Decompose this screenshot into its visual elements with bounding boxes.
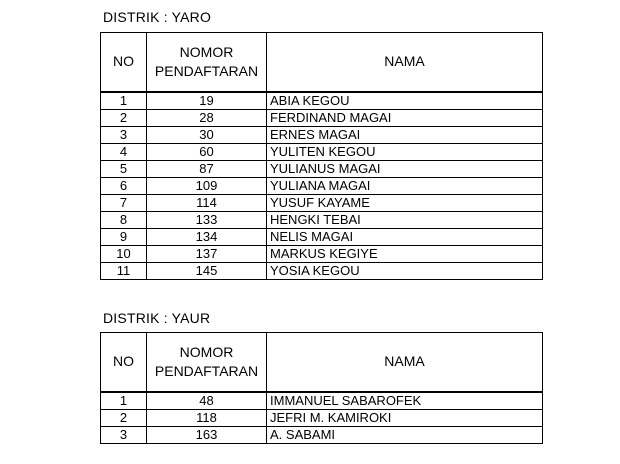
table-row: [101, 409, 543, 426]
name-cell: YUSUF KAYAME: [267, 194, 543, 211]
column-header-nama: NAMA: [267, 33, 543, 92]
section-title-yaro: DISTRIK : YARO: [103, 9, 212, 25]
row-number-cell: 3: [101, 126, 147, 143]
registration-number-cell: 60: [147, 143, 267, 160]
row-number-cell: 2: [101, 409, 147, 426]
name-cell: ERNES MAGAI: [267, 126, 543, 143]
registration-table-yaro: [100, 32, 543, 280]
table-row: [101, 126, 543, 143]
registration-number-cell: 145: [147, 262, 267, 279]
registration-number-cell: 28: [147, 109, 267, 126]
table-row: [101, 109, 543, 126]
registration-number-cell: 137: [147, 245, 267, 262]
registration-number-cell: 109: [147, 177, 267, 194]
row-number-cell: 8: [101, 211, 147, 228]
table-header-row: [101, 333, 543, 392]
table-row: [101, 177, 543, 194]
name-cell: YULIANUS MAGAI: [267, 160, 543, 177]
column-header-no: NO: [101, 33, 147, 92]
column-header-nomor-line1: NOMOR: [179, 43, 234, 60]
registration-number-cell: 87: [147, 160, 267, 177]
table-row: [101, 245, 543, 262]
registration-number-cell: 19: [147, 92, 267, 110]
registration-number-cell: 48: [147, 392, 267, 410]
row-number-cell: 5: [101, 160, 147, 177]
section-title-yaur: DISTRIK : YAUR: [103, 310, 211, 326]
name-cell: A. SABAMI: [267, 426, 543, 443]
name-cell: YOSIA KEGOU: [267, 262, 543, 279]
name-cell: NELIS MAGAI: [267, 228, 543, 245]
row-number-cell: 2: [101, 109, 147, 126]
row-number-cell: 10: [101, 245, 147, 262]
column-header-no: NO: [101, 333, 147, 392]
table-row: [101, 228, 543, 245]
row-number-cell: 1: [101, 392, 147, 410]
column-header-nomor-line2: PENDAFTARAN: [154, 62, 259, 79]
table-row: [101, 92, 543, 110]
name-cell: YULITEN KEGOU: [267, 143, 543, 160]
column-header-nomor-line2: PENDAFTARAN: [154, 362, 259, 379]
table-header-row: [101, 33, 543, 92]
table-row: [101, 160, 543, 177]
registration-number-cell: 118: [147, 409, 267, 426]
column-header-nama: NAMA: [267, 333, 543, 392]
name-cell: IMMANUEL SABAROFEK: [267, 392, 543, 410]
row-number-cell: 11: [101, 262, 147, 279]
registration-number-cell: 133: [147, 211, 267, 228]
row-number-cell: 1: [101, 92, 147, 110]
registration-number-cell: 30: [147, 126, 267, 143]
registration-number-cell: 134: [147, 228, 267, 245]
name-cell: JEFRI M. KAMIROKI: [267, 409, 543, 426]
table-row: [101, 211, 543, 228]
name-cell: YULIANA MAGAI: [267, 177, 543, 194]
registration-number-cell: 163: [147, 426, 267, 443]
name-cell: MARKUS KEGIYE: [267, 245, 543, 262]
table-row: [101, 262, 543, 279]
table-row: [101, 143, 543, 160]
name-cell: HENGKI TEBAI: [267, 211, 543, 228]
name-cell: FERDINAND MAGAI: [267, 109, 543, 126]
column-header-nomor-pendaftaran: [147, 333, 267, 392]
registration-number-cell: 114: [147, 194, 267, 211]
row-number-cell: 4: [101, 143, 147, 160]
table-row: [101, 392, 543, 410]
column-header-nomor-line1: NOMOR: [179, 343, 234, 360]
row-number-cell: 7: [101, 194, 147, 211]
table-row: [101, 426, 543, 443]
row-number-cell: 6: [101, 177, 147, 194]
row-number-cell: 9: [101, 228, 147, 245]
name-cell: ABIA KEGOU: [267, 92, 543, 110]
registration-table-yaur: [100, 332, 543, 444]
table-row: [101, 194, 543, 211]
column-header-nomor-pendaftaran: [147, 33, 267, 92]
row-number-cell: 3: [101, 426, 147, 443]
